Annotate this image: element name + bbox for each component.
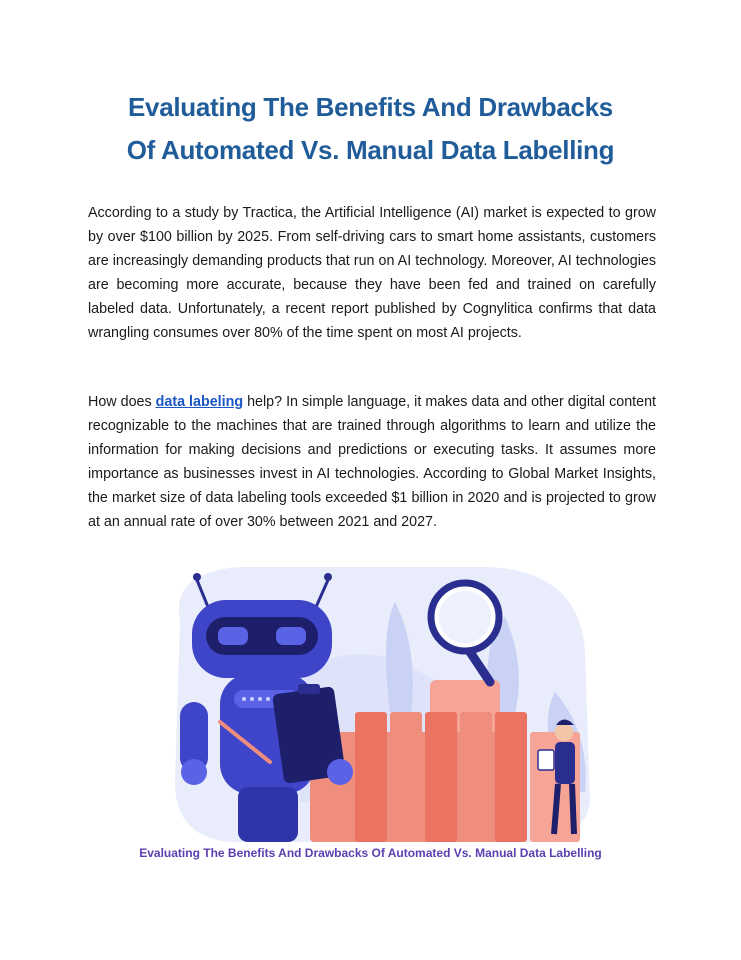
illustration — [160, 562, 600, 847]
paragraph-prefix: How does — [88, 394, 156, 410]
document-title — [60, 86, 681, 172]
data-labeling-link[interactable]: data labeling — [155, 394, 244, 410]
title-line-2: Of Automated Vs. Manual Data Labelling — [126, 135, 615, 165]
intro-paragraph: According to a study by Tractica, the Artificial Intelligence (AI) market is expected to grow by over $100 billion by 2025. From self-driving cars to smart home assistants, customers are increasingly demanding products that run on AI technology. Moreover, AI technologies are becoming more accurate, because they have been fed and trained on carefully labeled data. Unfortunately, a recent report published by Cognylitica confirms that data wrangling consumes over 80% of the time spent on most AI projects. — [88, 205, 656, 341]
title-line-1: Evaluating The Benefits And Drawbacks — [128, 92, 613, 122]
data-labeling-paragraph — [88, 390, 656, 534]
paragraph-body: help? In simple language, it makes data and other digital content recognizable to the machines that are trained through algorithms to learn and utilize the information for making decisions and predictions or executing tasks. It assumes more importance as businesses invest in AI technologies. According to Global Market Insights, the market size of data labeling tools exceeded $1 billion in 2020 and is projected to grow at an annual rate of over 30% between 2021 and 2027. — [88, 394, 657, 530]
figure-caption: Evaluating The Benefits And Drawbacks Of Automated Vs. Manual Data Labelling — [139, 846, 602, 860]
